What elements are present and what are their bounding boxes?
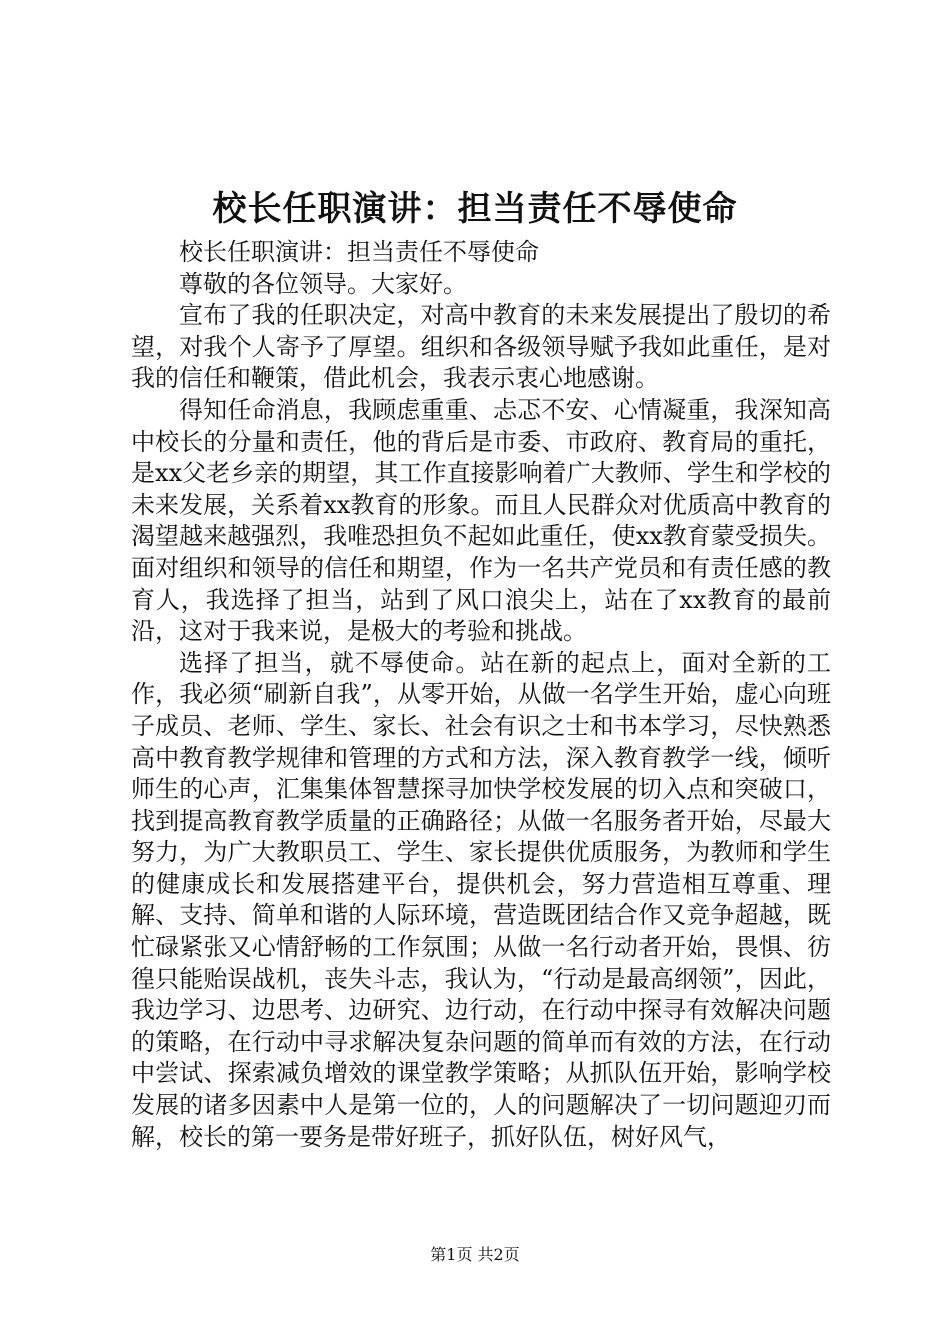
paragraph-subtitle: 校长任职演讲：担当责任不辱使命 bbox=[179, 238, 539, 266]
paragraph-mission: 选择了担当，就不辱使命。站在新的起点上，面对全新的工作，我必须“刷新自我”，从零开始，从做一名学生开始，虚心向班子成员、老师、学生、家长、社会有识之士和书本学习，尽快熟悉高中教育教学规律和管理的方式和方法，深入教育教学一线，倾听师生的心声，汇集集体智慧探寻加快学校发展的切入点和突破口，找到提高教育教学质量的正确路径；从做一名服务者开始，尽最大努力，为广大教职员工、学生、家长提供优质服务，为教师和学生的健康成长和发展搭建平台，提供机会，努力营造相互尊重、理解、支持、简单和谐的人际环境，营造既团结合作又竞争超越，既忙碌紧张又心情舒畅的工作氛围；从做一名行动者开始，畏惧、彷徨只能贻误战机，丧失斗志，我认为，“行动是最高纲领”，因此，我边学习、边思考、边研究、边行动，在行动中探寻有效解决问题的策略，在行动中寻求解决复杂问题的简单而有效的方法，在行动中尝试、探索减负增效的课堂教学策略；从抓队伍开始，影响学校发展的诸多因素中人是第一位的，人的问题解决了一切问题迎刃而解，校长的第一要务是带好班子，抓好队伍，树好风气， bbox=[131, 648, 831, 1151]
document-body bbox=[131, 237, 831, 1153]
document-title: 校长任职演讲：担当责任不辱使命 bbox=[212, 189, 738, 229]
paragraph-greeting: 尊敬的各位领导。大家好。 bbox=[179, 269, 467, 298]
page-number-footer: 第1页 共2页 bbox=[430, 1245, 520, 1264]
paragraph-appointment-thanks: 宣布了我的任职决定，对高中教育的未来发展提出了殷切的希望，对我个人寄予了厚望。组织和各级领导赋予我如此重任，是对我的信任和鞭策，借此机会，我表示衷心地感谢。 bbox=[131, 301, 831, 393]
paragraph-responsibility: 得知任命消息，我顾虑重重、忐忑不安、心情凝重，我深知高中校长的分量和责任，他的背后是市委、市政府、教育局的重托，是xx父老乡亲的期望，其工作直接影响着广大教师、学生和学校的未来发展，关系着xx教育的形象。而且人民群众对优质高中教育的渴望越来越强烈，我唯恐担负不起如此重任，使xx教育蒙受损失。面对组织和领导的信任和期望，作为一名共产党员和有责任感的教育人，我选择了担当，站到了风口浪尖上，站在了xx教育的最前沿，这对于我来说，是极大的考验和挑战。 bbox=[131, 395, 831, 646]
